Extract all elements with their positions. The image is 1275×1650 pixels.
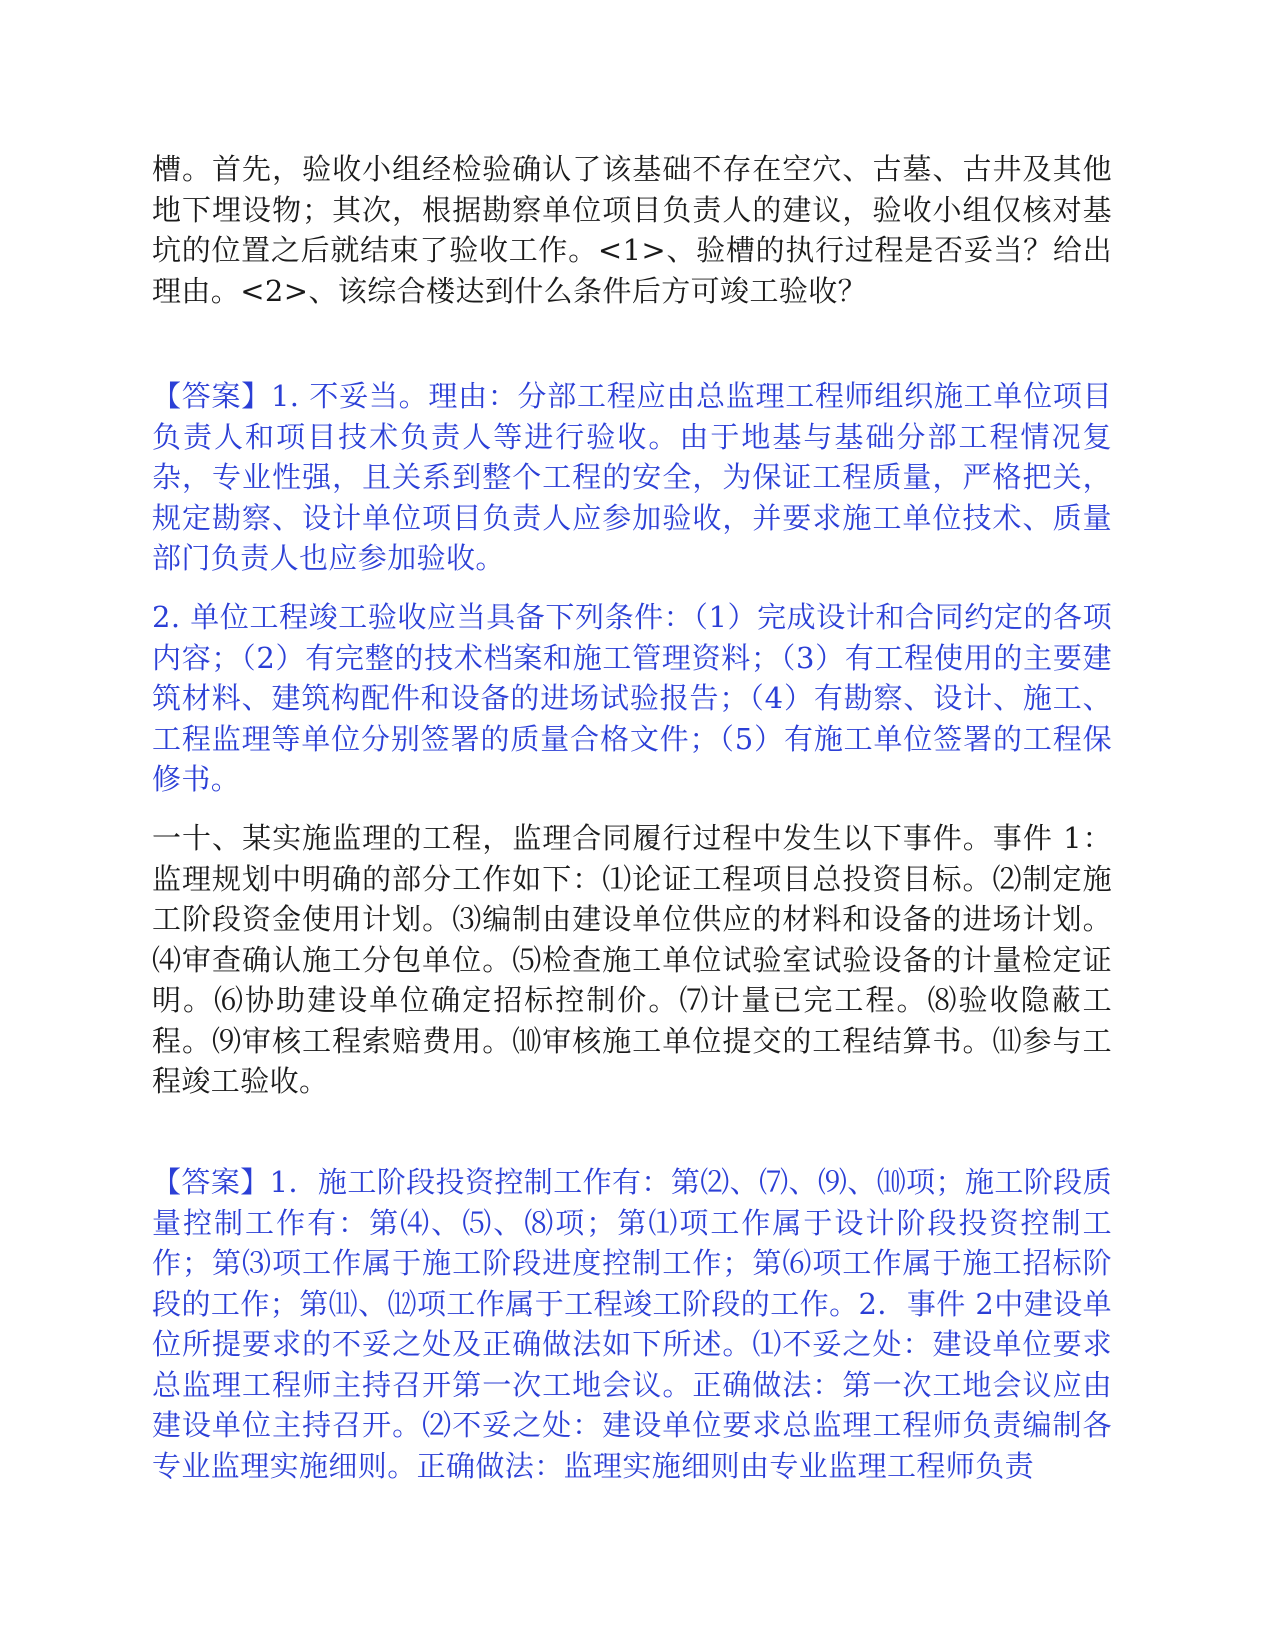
question-paragraph: 一十、某实施监理的工程，监理合同履行过程中发生以下事件。事件 1：监理规划中明确的部分工作如下：⑴论证工程项目总投资目标。⑵制定施工阶段资金使用计划。⑶编制由建设单位供应的材料和设备的进场计划。⑷审查确认施工分包单位。⑸检查施工单位试验室试验设备的计量检定证明。⑹协助建设单位确定招标控制价。⑺计量已完工程。⑻验收隐蔽工程。⑼审核工程索赔费用。⑽审核施工单位提交的工程结算书。⑾参与工程竣工验收。 <box>152 821 1112 1098</box>
answer-paragraph: 【答案】1．施工阶段投资控制工作有：第⑵、⑺、⑼、⑽项；施工阶段质量控制工作有：第⑷、⑸、⑻项；第⑴项工作属于设计阶段投资控制工作；第⑶项工作属于施工阶段进度控制工作；第⑹项工作属于施工招标阶段的工作；第⑾、⑿项工作属于工程竣工阶段的工作。2．事件 2中建设单位所提要求的不妥之处及正确做法如下所述。⑴不妥之处：建设单位要求总监理工程师主持召开第一次工地会议。正确做法：第一次工地会议应由建设单位主持召开。⑵不妥之处：建设单位要求总监理工程师负责编制各专业监理实施细则。正确做法：监理实施细则由专业监理工程师负责 <box>152 1165 1112 1483</box>
answer-paragraph: 【答案】1. 不妥当。理由：分部工程应由总监理工程师组织施工单位项目负责人和项目技术负责人等进行验收。由于地基与基础分部工程情况复杂，专业性强，且关系到整个工程的安全，为保证工程质量，严格把关，规定勘察、设计单位项目负责人应参加验收，并要求施工单位技术、质量部门负责人也应参加验收。 <box>152 379 1112 575</box>
answer-paragraph: 2. 单位工程竣工验收应当具备下列条件：（1）完成设计和合同约定的各项内容；（2）有完整的技术档案和施工管理资料；（3）有工程使用的主要建筑材料、建筑构配件和设备的进场试验报告；（4）有勘察、设计、施工、工程监理等单位分别签署的质量合格文件；（5）有施工单位签署的工程保修书。 <box>152 600 1112 796</box>
question-paragraph: 槽。首先，验收小组经检验确认了该基础不存在空穴、古墓、古井及其他地下埋设物；其次，根据勘察单位项目负责人的建议，验收小组仅核对基坑的位置之后就结束了验收工作。<1>、验槽的执行过程是否妥当？给出理由。<2>、该综合楼达到什么条件后方可竣工验收？ <box>152 152 1112 308</box>
